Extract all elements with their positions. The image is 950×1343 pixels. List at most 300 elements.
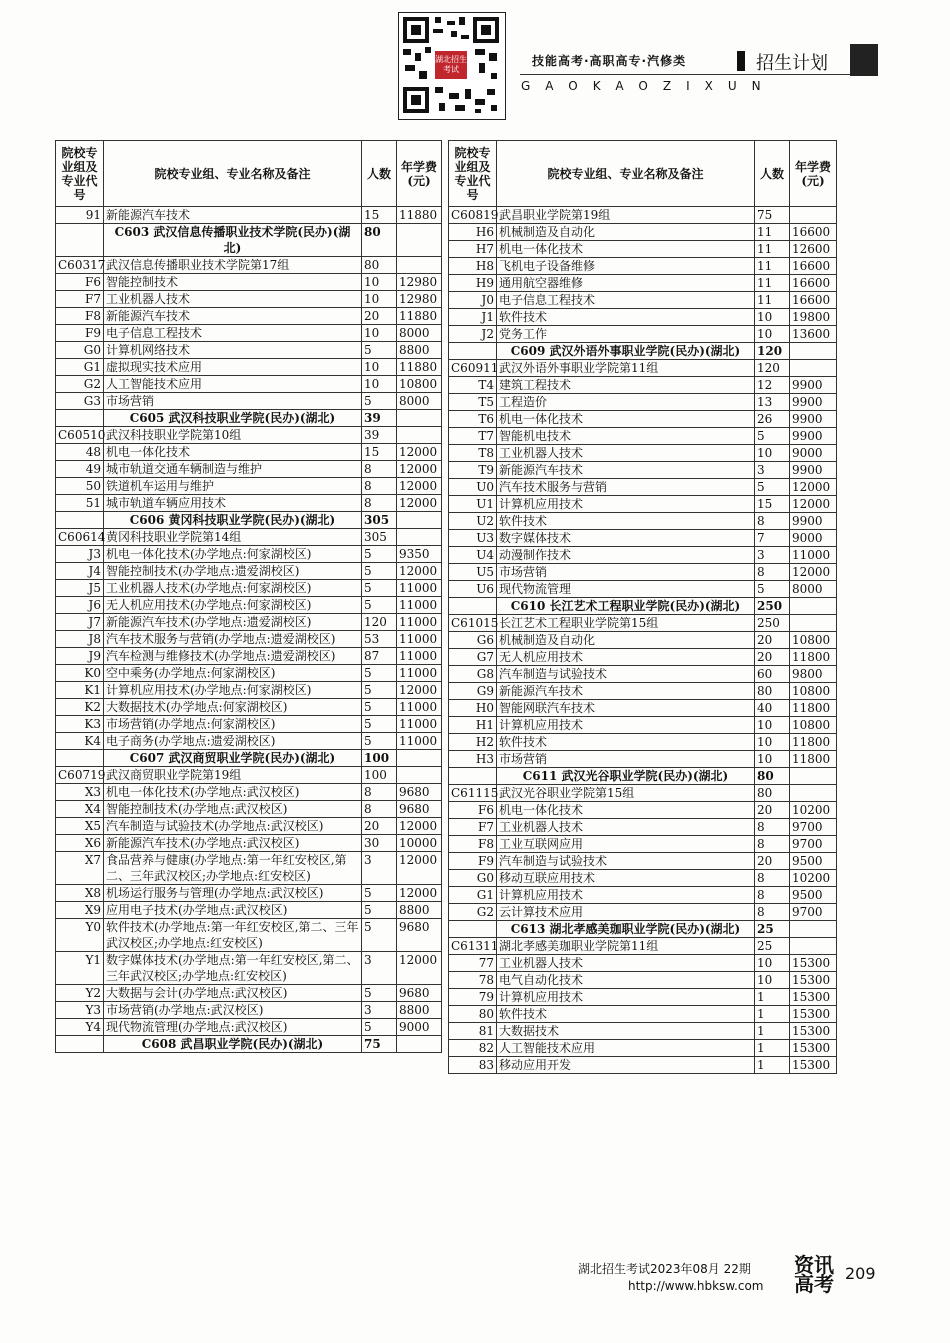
code-cell: X8 xyxy=(56,885,104,902)
table-row xyxy=(56,733,442,750)
fee-cell: 12000 xyxy=(397,461,442,478)
table-row xyxy=(56,393,442,410)
quota-cell: 10 xyxy=(362,359,397,376)
name-cell: 计算机网络技术 xyxy=(104,342,362,359)
code-cell: J1 xyxy=(449,309,497,326)
quota-cell: 5 xyxy=(362,699,397,716)
name-cell: 大数据技术 xyxy=(497,1023,755,1040)
table-row xyxy=(56,885,442,902)
name-cell: 汽车技术服务与营销(办学地点:遗爱湖校区) xyxy=(104,631,362,648)
code-cell: 51 xyxy=(56,495,104,512)
fee-cell: 10800 xyxy=(790,683,837,700)
code-cell: Y4 xyxy=(56,1019,104,1036)
code-cell xyxy=(56,1036,104,1053)
quota-cell: 8 xyxy=(755,836,790,853)
fee-cell: 16600 xyxy=(790,292,837,309)
code-cell: X9 xyxy=(56,902,104,919)
fee-cell: 11000 xyxy=(397,699,442,716)
name-cell: 机电一体化技术 xyxy=(104,444,362,461)
table-row xyxy=(449,819,837,836)
name-cell: 机械制造及自动化 xyxy=(497,632,755,649)
fee-cell xyxy=(790,938,837,955)
code-cell: J7 xyxy=(56,614,104,631)
table-row xyxy=(449,785,837,802)
code-cell: K1 xyxy=(56,682,104,699)
fee-cell: 12000 xyxy=(790,496,837,513)
quota-cell: 5 xyxy=(362,597,397,614)
table-row xyxy=(56,563,442,580)
name-cell: 智能控制技术 xyxy=(104,274,362,291)
fee-cell: 9500 xyxy=(790,853,837,870)
school-row xyxy=(56,224,442,257)
quota-cell: 1 xyxy=(755,1006,790,1023)
fee-cell: 8000 xyxy=(397,325,442,342)
quota-cell: 53 xyxy=(362,631,397,648)
name-cell: C606 黄冈科技职业学院(民办)(湖北) xyxy=(104,512,362,529)
code-cell: K0 xyxy=(56,665,104,682)
code-cell: C60510 xyxy=(56,427,104,444)
fee-cell xyxy=(790,615,837,632)
quota-cell: 10 xyxy=(755,751,790,768)
fee-cell xyxy=(397,750,442,767)
fee-cell: 9900 xyxy=(790,377,837,394)
fee-cell xyxy=(397,410,442,427)
code-cell xyxy=(56,224,104,257)
table-row xyxy=(56,257,442,274)
quota-cell: 5 xyxy=(362,716,397,733)
code-cell: T7 xyxy=(449,428,497,445)
code-cell: F6 xyxy=(449,802,497,819)
table-row xyxy=(56,325,442,342)
table-row xyxy=(56,342,442,359)
name-cell: C607 武汉商贸职业学院(民办)(湖北) xyxy=(104,750,362,767)
name-cell: 虚拟现实技术应用 xyxy=(104,359,362,376)
name-cell: 汽车制造与试验技术(办学地点:武汉校区) xyxy=(104,818,362,835)
fee-cell: 11800 xyxy=(790,734,837,751)
table-row xyxy=(449,411,837,428)
table-row xyxy=(56,427,442,444)
name-cell: 武汉光谷职业学院第15组 xyxy=(497,785,755,802)
quota-cell: 5 xyxy=(362,682,397,699)
code-cell: F8 xyxy=(56,308,104,325)
table-row xyxy=(56,852,442,885)
table-row xyxy=(56,835,442,852)
fee-cell: 12000 xyxy=(397,563,442,580)
code-cell: J8 xyxy=(56,631,104,648)
table-row xyxy=(449,496,837,513)
qr-code xyxy=(398,12,506,120)
code-cell: 79 xyxy=(449,989,497,1006)
name-cell: 新能源汽车技术 xyxy=(104,308,362,325)
fee-cell: 8000 xyxy=(397,393,442,410)
name-cell: 计算机应用技术 xyxy=(497,887,755,904)
code-cell: U3 xyxy=(449,530,497,547)
fee-cell: 9000 xyxy=(790,530,837,547)
fee-cell: 12000 xyxy=(397,495,442,512)
plan-table-left xyxy=(55,140,442,1053)
name-cell: 数字媒体技术(办学地点:第一年红安校区,第二、三年武汉校区;办学地点:红安校区) xyxy=(104,952,362,985)
fee-cell xyxy=(397,1036,442,1053)
quota-cell: 1 xyxy=(755,989,790,1006)
quota-cell: 1 xyxy=(755,1040,790,1057)
table-row xyxy=(56,1019,442,1036)
code-cell: U5 xyxy=(449,564,497,581)
fee-cell: 10200 xyxy=(790,802,837,819)
name-cell: 计算机应用技术 xyxy=(497,717,755,734)
table-row xyxy=(56,478,442,495)
quota-cell: 10 xyxy=(755,326,790,343)
quota-cell: 75 xyxy=(755,207,790,224)
code-cell: U0 xyxy=(449,479,497,496)
quota-cell: 7 xyxy=(755,530,790,547)
fee-cell: 8800 xyxy=(397,902,442,919)
code-cell: G0 xyxy=(449,870,497,887)
name-cell: 新能源汽车技术(办学地点:武汉校区) xyxy=(104,835,362,852)
name-cell: 应用电子技术(办学地点:武汉校区) xyxy=(104,902,362,919)
name-cell: 电子信息工程技术 xyxy=(104,325,362,342)
code-cell: J0 xyxy=(449,292,497,309)
table-row xyxy=(56,376,442,393)
code-cell: H3 xyxy=(449,751,497,768)
col-header-code: 院校专业组及专业代号 xyxy=(449,141,497,207)
col-header-fee: 年学费(元) xyxy=(790,141,837,207)
code-cell: 82 xyxy=(449,1040,497,1057)
fee-cell: 9900 xyxy=(790,394,837,411)
table-row xyxy=(449,513,837,530)
quota-cell: 8 xyxy=(362,495,397,512)
fee-cell: 15300 xyxy=(790,989,837,1006)
table-row xyxy=(56,716,442,733)
name-cell: 软件技术(办学地点:第一年红安校区,第二、三年武汉校区;办学地点:红安校区) xyxy=(104,919,362,952)
quota-cell: 12 xyxy=(755,377,790,394)
fee-cell: 10200 xyxy=(790,870,837,887)
quota-cell: 5 xyxy=(362,563,397,580)
code-cell: F9 xyxy=(449,853,497,870)
fee-cell: 16600 xyxy=(790,258,837,275)
name-cell: 武汉外语外事职业学院第11组 xyxy=(497,360,755,377)
quota-cell: 100 xyxy=(362,750,397,767)
quota-cell: 5 xyxy=(362,733,397,750)
table-row xyxy=(449,972,837,989)
table-row xyxy=(449,836,837,853)
quota-cell: 20 xyxy=(755,853,790,870)
code-cell: G3 xyxy=(56,393,104,410)
quota-cell: 11 xyxy=(755,275,790,292)
name-cell: 空中乘务(办学地点:何家湖校区) xyxy=(104,665,362,682)
header-block xyxy=(850,44,878,76)
col-header-quota: 人数 xyxy=(362,141,397,207)
table-row xyxy=(56,614,442,631)
name-cell: 市场营销 xyxy=(497,564,755,581)
fee-cell: 11000 xyxy=(397,716,442,733)
name-cell: 新能源汽车技术 xyxy=(497,683,755,700)
name-cell: 机电一体化技术 xyxy=(497,411,755,428)
school-row xyxy=(449,768,837,785)
name-cell: 长江艺术工程职业学院第15组 xyxy=(497,615,755,632)
table-row xyxy=(449,394,837,411)
name-cell: 机电一体化技术(办学地点:武汉校区) xyxy=(104,784,362,801)
fee-cell: 11000 xyxy=(397,580,442,597)
fee-cell: 10800 xyxy=(790,632,837,649)
table-row xyxy=(56,919,442,952)
quota-cell: 10 xyxy=(362,274,397,291)
fee-cell: 9350 xyxy=(397,546,442,563)
code-cell: G7 xyxy=(449,649,497,666)
name-cell: 武汉商贸职业学院第19组 xyxy=(104,767,362,784)
fee-cell: 9900 xyxy=(790,513,837,530)
code-cell: C61115 xyxy=(449,785,497,802)
header-divider-bar xyxy=(737,51,745,71)
code-cell: F7 xyxy=(56,291,104,308)
quota-cell: 3 xyxy=(362,952,397,985)
fee-cell: 12000 xyxy=(397,852,442,885)
table-row xyxy=(449,683,837,700)
code-cell: H8 xyxy=(449,258,497,275)
quota-cell: 20 xyxy=(755,632,790,649)
quota-cell: 120 xyxy=(755,360,790,377)
fee-cell: 9680 xyxy=(397,801,442,818)
fee-cell xyxy=(790,343,837,360)
name-cell: 智能控制技术(办学地点:遗爱湖校区) xyxy=(104,563,362,580)
code-cell: 80 xyxy=(449,1006,497,1023)
table-row xyxy=(449,734,837,751)
quota-cell: 10 xyxy=(362,325,397,342)
code-cell: H2 xyxy=(449,734,497,751)
fee-cell: 12000 xyxy=(397,682,442,699)
fee-cell: 10800 xyxy=(790,717,837,734)
quota-cell: 305 xyxy=(362,512,397,529)
fee-cell: 11000 xyxy=(397,614,442,631)
code-cell: X5 xyxy=(56,818,104,835)
code-cell: U1 xyxy=(449,496,497,513)
fee-cell: 8000 xyxy=(790,581,837,598)
quota-cell: 15 xyxy=(362,444,397,461)
quota-cell: 26 xyxy=(755,411,790,428)
fee-cell: 15300 xyxy=(790,955,837,972)
quota-cell: 3 xyxy=(362,1002,397,1019)
table-row xyxy=(56,784,442,801)
page-number: 209 xyxy=(845,1264,876,1283)
quota-cell: 1 xyxy=(755,1023,790,1040)
code-cell: F6 xyxy=(56,274,104,291)
quota-cell: 20 xyxy=(362,818,397,835)
table-row xyxy=(449,564,837,581)
code-cell: F8 xyxy=(449,836,497,853)
table-row xyxy=(449,751,837,768)
name-cell: 建筑工程技术 xyxy=(497,377,755,394)
code-cell: C60614 xyxy=(56,529,104,546)
code-cell: H6 xyxy=(449,224,497,241)
quota-cell: 11 xyxy=(755,258,790,275)
table-row xyxy=(449,666,837,683)
school-row xyxy=(449,598,837,615)
quota-cell: 8 xyxy=(755,819,790,836)
name-cell: 工程造价 xyxy=(497,394,755,411)
fee-cell xyxy=(790,360,837,377)
name-cell: 数字媒体技术 xyxy=(497,530,755,547)
table-row xyxy=(56,291,442,308)
quota-cell: 20 xyxy=(362,308,397,325)
quota-cell: 5 xyxy=(362,665,397,682)
code-cell: T5 xyxy=(449,394,497,411)
name-cell: 现代物流管理(办学地点:武汉校区) xyxy=(104,1019,362,1036)
table-row xyxy=(449,292,837,309)
quota-cell: 3 xyxy=(362,852,397,885)
quota-cell: 5 xyxy=(362,393,397,410)
fee-cell: 9680 xyxy=(397,784,442,801)
quota-cell: 10 xyxy=(362,376,397,393)
code-cell: X7 xyxy=(56,852,104,885)
footer-url[interactable]: http://www.hbksw.com xyxy=(628,1279,764,1293)
table-row xyxy=(56,985,442,1002)
table-row xyxy=(449,802,837,819)
code-cell xyxy=(449,768,497,785)
quota-cell: 10 xyxy=(755,309,790,326)
fee-cell: 10800 xyxy=(397,376,442,393)
code-cell xyxy=(56,512,104,529)
code-cell: U4 xyxy=(449,547,497,564)
col-header-name: 院校专业组、专业名称及备注 xyxy=(497,141,755,207)
fee-cell: 9700 xyxy=(790,904,837,921)
fee-cell: 11800 xyxy=(790,649,837,666)
quota-cell: 305 xyxy=(362,529,397,546)
code-cell: J3 xyxy=(56,546,104,563)
quota-cell: 11 xyxy=(755,224,790,241)
fee-cell: 8800 xyxy=(397,342,442,359)
quota-cell: 5 xyxy=(755,479,790,496)
fee-cell: 11880 xyxy=(397,207,442,224)
code-cell: G1 xyxy=(449,887,497,904)
code-cell: T8 xyxy=(449,445,497,462)
quota-cell: 10 xyxy=(755,734,790,751)
name-cell: 电子商务(办学地点:遗爱湖校区) xyxy=(104,733,362,750)
name-cell: C609 武汉外语外事职业学院(民办)(湖北) xyxy=(497,343,755,360)
school-row xyxy=(449,343,837,360)
table-row xyxy=(56,699,442,716)
quota-cell: 11 xyxy=(755,241,790,258)
name-cell: 湖北孝感美珈职业学院第11组 xyxy=(497,938,755,955)
quota-cell: 87 xyxy=(362,648,397,665)
fee-cell: 9700 xyxy=(790,819,837,836)
name-cell: 党务工作 xyxy=(497,326,755,343)
fee-cell: 11000 xyxy=(397,597,442,614)
code-cell: 50 xyxy=(56,478,104,495)
name-cell: 工业机器人技术 xyxy=(104,291,362,308)
section-title: 招生计划 xyxy=(756,53,828,74)
quota-cell: 80 xyxy=(755,785,790,802)
fee-cell: 11800 xyxy=(790,751,837,768)
table-row xyxy=(449,275,837,292)
table-row xyxy=(449,479,837,496)
name-cell: 机场运行服务与管理(办学地点:武汉校区) xyxy=(104,885,362,902)
quota-cell: 120 xyxy=(362,614,397,631)
quota-cell: 25 xyxy=(755,921,790,938)
quota-cell: 80 xyxy=(362,257,397,274)
code-cell: T4 xyxy=(449,377,497,394)
fee-cell xyxy=(397,427,442,444)
quota-cell: 13 xyxy=(755,394,790,411)
footer-logo: 资讯 高考 xyxy=(794,1253,834,1296)
table-row xyxy=(449,700,837,717)
name-cell: C611 武汉光谷职业学院(民办)(湖北) xyxy=(497,768,755,785)
code-cell: G2 xyxy=(56,376,104,393)
code-cell xyxy=(449,598,497,615)
school-row xyxy=(449,921,837,938)
quota-cell: 5 xyxy=(362,919,397,952)
fee-cell xyxy=(397,257,442,274)
name-cell: C608 武昌职业学院(民办)(湖北) xyxy=(104,1036,362,1053)
code-cell xyxy=(449,343,497,360)
code-cell: U6 xyxy=(449,581,497,598)
name-cell: 汽车检测与维修技术(办学地点:遗爱湖校区) xyxy=(104,648,362,665)
name-cell: 汽车技术服务与营销 xyxy=(497,479,755,496)
code-cell: C60719 xyxy=(56,767,104,784)
table-row xyxy=(449,326,837,343)
table-row xyxy=(449,870,837,887)
table-row xyxy=(56,461,442,478)
name-cell: 铁道机车运用与维护 xyxy=(104,478,362,495)
name-cell: 机械制造及自动化 xyxy=(497,224,755,241)
col-header-name: 院校专业组、专业名称及备注 xyxy=(104,141,362,207)
quota-cell: 3 xyxy=(755,547,790,564)
table-row xyxy=(449,462,837,479)
code-cell: J2 xyxy=(449,326,497,343)
code-cell: Y1 xyxy=(56,952,104,985)
table-row xyxy=(449,445,837,462)
fee-cell: 9000 xyxy=(790,445,837,462)
fee-cell: 15300 xyxy=(790,1040,837,1057)
code-cell: 48 xyxy=(56,444,104,461)
code-cell: 91 xyxy=(56,207,104,224)
quota-cell: 75 xyxy=(362,1036,397,1053)
table-row xyxy=(449,377,837,394)
table-row xyxy=(449,615,837,632)
code-cell: 77 xyxy=(449,955,497,972)
code-cell: H1 xyxy=(449,717,497,734)
code-cell: J9 xyxy=(56,648,104,665)
fee-cell: 10000 xyxy=(397,835,442,852)
name-cell: C610 长江艺术工程职业学院(民办)(湖北) xyxy=(497,598,755,615)
fee-cell: 11800 xyxy=(790,700,837,717)
table-row xyxy=(449,1023,837,1040)
table-row xyxy=(56,952,442,985)
table-row xyxy=(56,631,442,648)
table-row xyxy=(449,207,837,224)
code-cell: T9 xyxy=(449,462,497,479)
name-cell: 机电一体化技术 xyxy=(497,241,755,258)
quota-cell: 5 xyxy=(362,580,397,597)
code-cell: H0 xyxy=(449,700,497,717)
quota-cell: 25 xyxy=(755,938,790,955)
footer-issue: 湖北招生考试2023年08月 22期 xyxy=(578,1262,751,1276)
table-row xyxy=(449,955,837,972)
header-rule xyxy=(520,74,850,75)
table-row xyxy=(449,853,837,870)
code-cell: G6 xyxy=(449,632,497,649)
code-cell: J4 xyxy=(56,563,104,580)
name-cell: 智能机电技术 xyxy=(497,428,755,445)
fee-cell xyxy=(790,207,837,224)
table-row xyxy=(56,207,442,224)
fee-cell: 15300 xyxy=(790,972,837,989)
quota-cell: 40 xyxy=(755,700,790,717)
fee-cell: 9000 xyxy=(397,1019,442,1036)
table-row xyxy=(449,309,837,326)
school-row xyxy=(56,410,442,427)
name-cell: 大数据技术(办学地点:何家湖校区) xyxy=(104,699,362,716)
quota-cell: 11 xyxy=(755,292,790,309)
quota-cell: 120 xyxy=(755,343,790,360)
